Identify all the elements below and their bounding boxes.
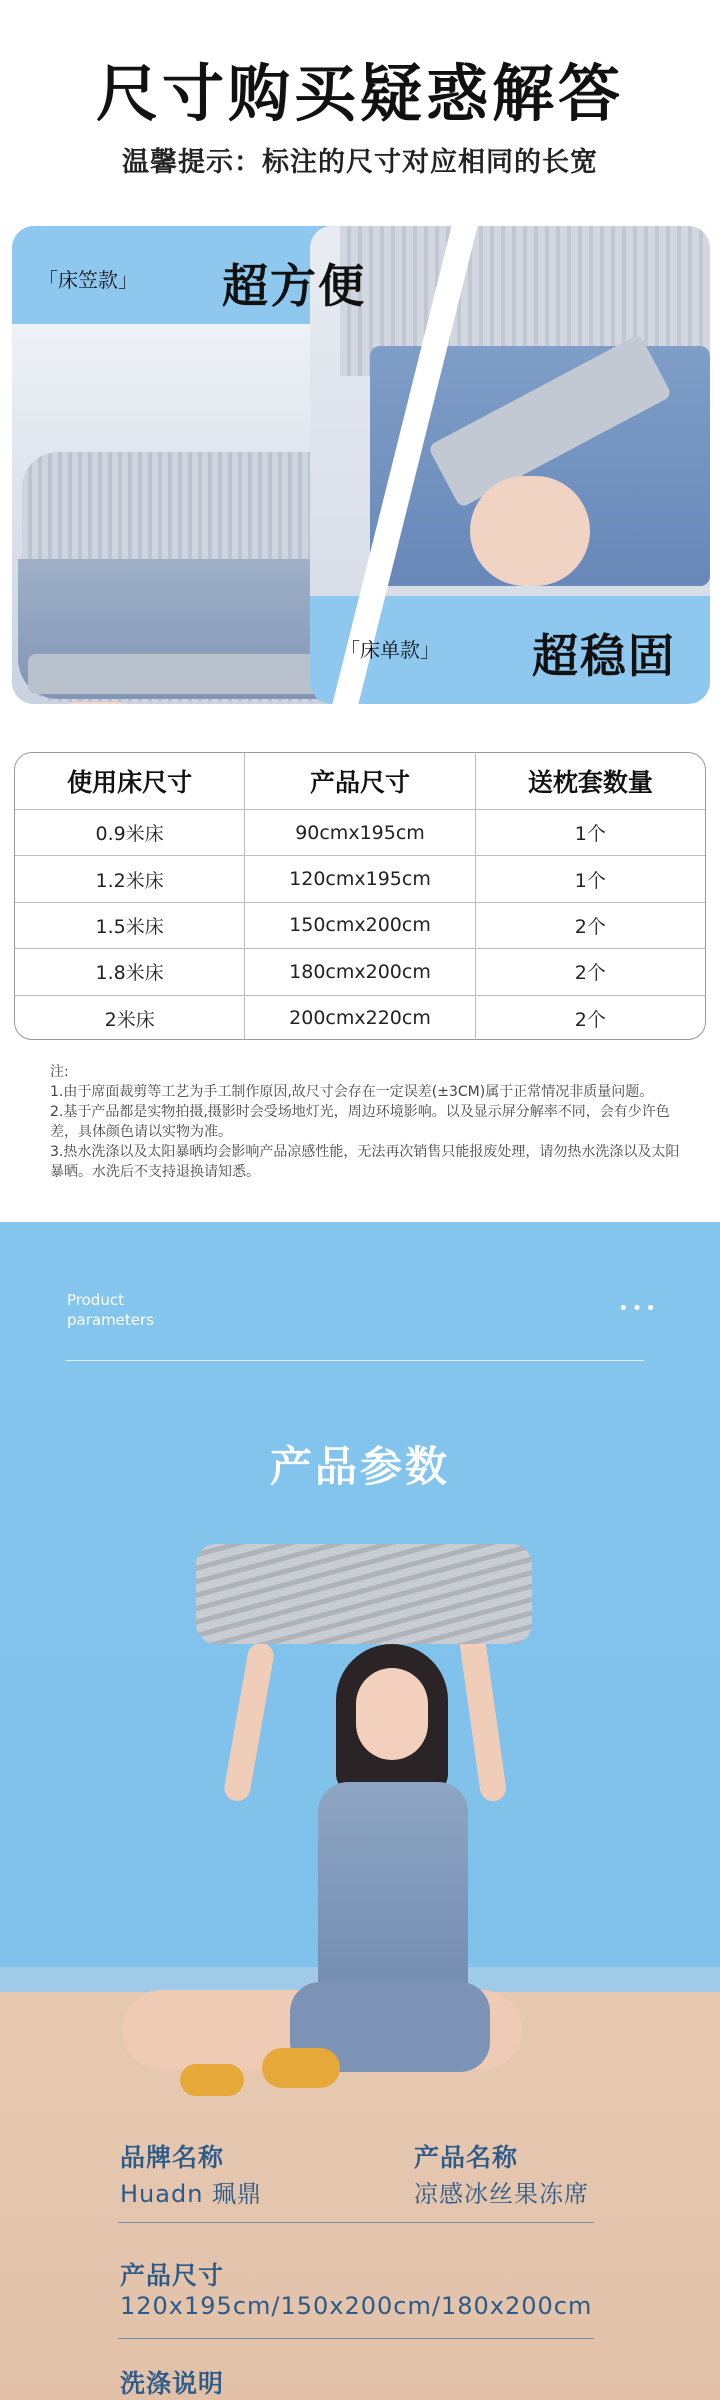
- model-arm: [458, 1631, 507, 1803]
- feature-headline-fitted: 超方便: [222, 259, 366, 313]
- feature-tag-flat: 「床单款」: [340, 638, 440, 662]
- table-row: [15, 948, 705, 994]
- note-item: 3.热水洗涤以及太阳暴晒均会影响产品凉感性能，无法再次销售只能报废处理，请勿热水洗涤以及太阳暴晒。水洗后不支持退换请知悉。: [50, 1144, 680, 1180]
- feature-tag-fitted: 「床笠款」: [38, 268, 138, 292]
- section-en-line: parameters: [67, 1311, 155, 1329]
- note-item: 2.基于产品都是实物拍摄,摄影时会受场地灯光，周边环境影响。以及显示屏分解率不同，会有少许色差，具体颜色请以实物为准。: [50, 1104, 670, 1140]
- table-cell: 1.8米床: [95, 962, 164, 985]
- section-en-label: [67, 1290, 154, 1330]
- notes-block: [50, 1062, 680, 1182]
- hand-illustration: [470, 476, 590, 586]
- table-cell: 0.9米床: [95, 823, 164, 846]
- divider: [66, 1360, 644, 1361]
- table-header-cell: 使用床尺寸: [67, 768, 193, 797]
- divider: [118, 2222, 594, 2223]
- model-face: [356, 1668, 428, 1760]
- product-name-label: 产品名称: [414, 2143, 519, 2172]
- product-size-value: 120x195cm/150x200cm/180x200cm: [120, 2292, 593, 2320]
- product-parameters-section: [0, 1222, 720, 2400]
- table-row: [15, 855, 705, 901]
- page-title: 尺寸购买疑惑解答: [95, 57, 624, 130]
- model-arm: [222, 1641, 275, 1803]
- table-cell: 1个: [475, 810, 705, 855]
- table-row: [15, 995, 705, 1040]
- brand-value: Huadn 珮鼎: [120, 2180, 263, 2208]
- product-size-label: 产品尺寸: [120, 2261, 225, 2290]
- table-cell: 2个: [475, 996, 705, 1040]
- table-cell: 120cmx195cm: [244, 856, 474, 901]
- table-header-cell: 产品尺寸: [244, 753, 474, 809]
- more-dots-icon: •••: [618, 1298, 659, 1319]
- model-sock: [180, 2064, 244, 2096]
- table-cell: 150cmx200cm: [244, 903, 474, 948]
- page-subtitle: 温馨提示：标注的尺寸对应相同的长宽: [122, 147, 598, 178]
- table-cell: 2个: [475, 949, 705, 994]
- notes-heading: 注:: [50, 1064, 69, 1080]
- note-item: 1.由于席面裁剪等工艺为手工制作原因,故尺寸会存在一定误差(±3CM)属于正常情况非质量问题。: [50, 1084, 654, 1100]
- table-cell: 1.2米床: [95, 869, 164, 892]
- brand-label: 品牌名称: [120, 2143, 225, 2172]
- table-cell: 1个: [475, 856, 705, 901]
- table-cell: 2个: [475, 903, 705, 948]
- section-title: 产品参数: [269, 1442, 450, 1491]
- product-name-value: 凉感冰丝果冻席: [414, 2180, 589, 2208]
- washing-instructions-label: 洗涤说明: [120, 2369, 225, 2398]
- table-cell: 200cmx220cm: [244, 996, 474, 1040]
- table-cell: 180cmx200cm: [244, 949, 474, 994]
- flat-sheet-photo: [310, 226, 710, 596]
- table-row: [15, 902, 705, 948]
- divider: [118, 2338, 594, 2339]
- feature-headline-flat: 超稳固: [532, 629, 676, 683]
- table-cell: 2米床: [104, 1008, 155, 1031]
- hand-illustration: [22, 702, 172, 704]
- model-sock: [262, 2048, 340, 2088]
- table-header-row: [15, 753, 705, 809]
- size-table: [14, 752, 706, 1040]
- section-en-line: Product: [67, 1291, 124, 1309]
- table-header-cell: 送枕套数量: [475, 753, 705, 809]
- folded-mat-illustration: [196, 1544, 532, 1644]
- table-cell: 90cmx195cm: [244, 810, 474, 855]
- table-row: [15, 809, 705, 855]
- table-cell: 1.5米床: [95, 915, 164, 938]
